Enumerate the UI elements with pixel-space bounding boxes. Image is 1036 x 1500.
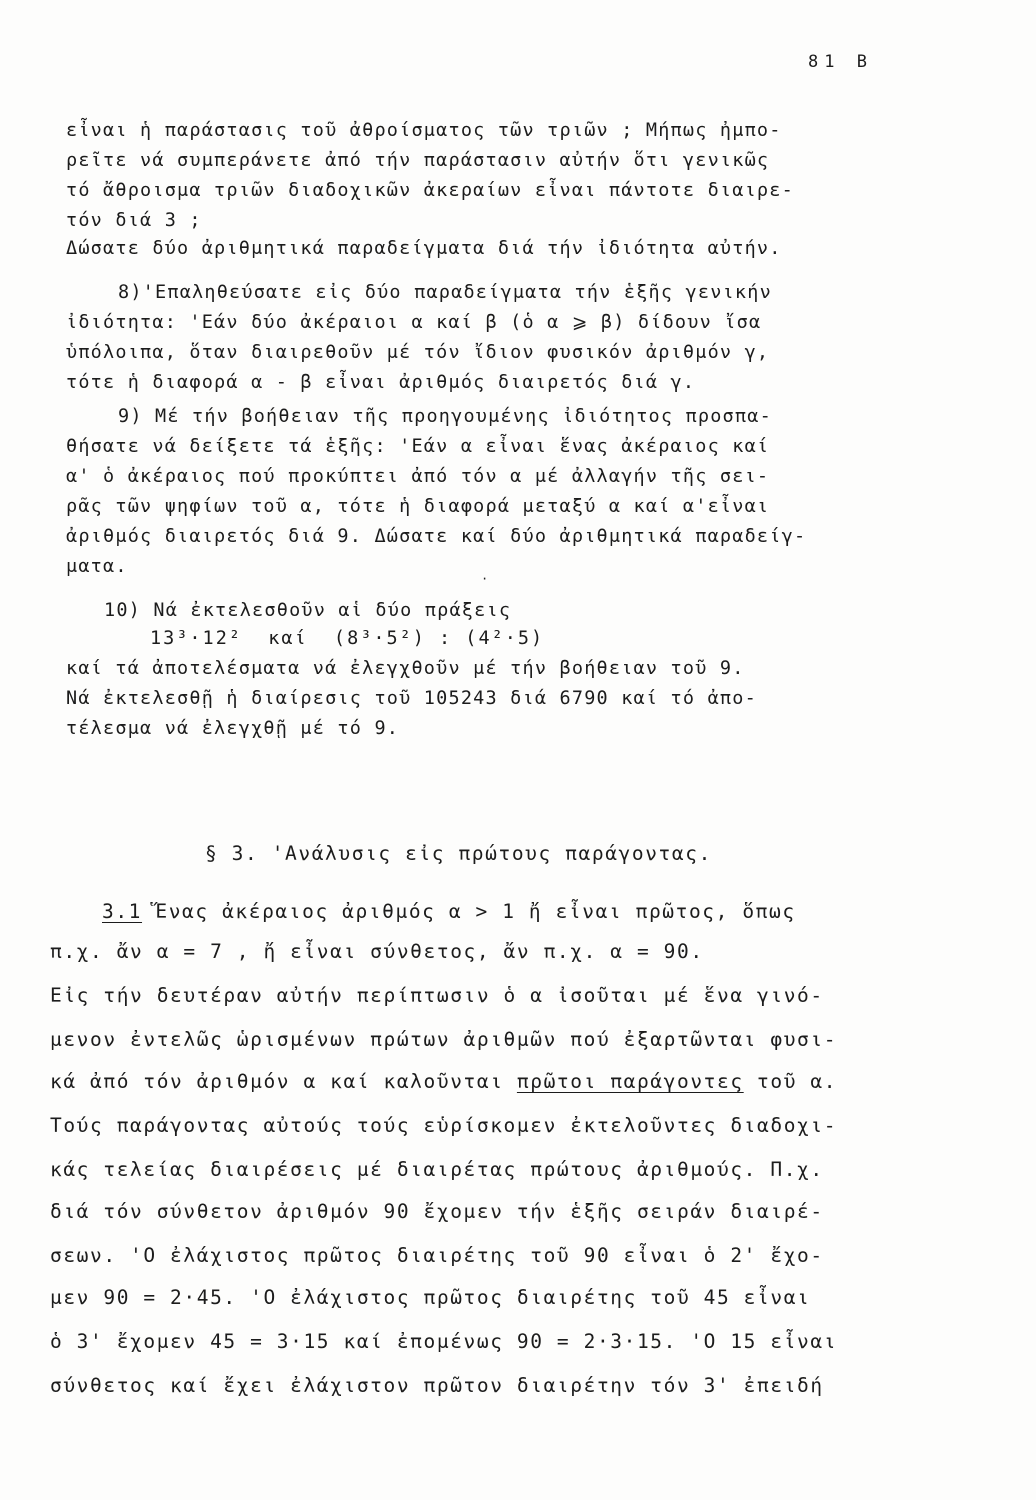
text-line: μενον ἐντελῶς ὡρισμένων πρώτων ἀριθμῶν πού ἐξαρτῶνται φυσι- [50,1028,838,1051]
stray-mark: · [481,572,489,586]
text-line: 9) Μέ τήν βοήθειαν τῆς προηγουμένης ἰδιότητος προσπα- [118,406,772,427]
text-line: 10) Νά ἐκτελεσθοῦν αἱ δύο πράξεις [104,600,512,621]
math-expression: 13³·12² καί (8³·5²) : (4²·5) [150,628,545,649]
text-line: διά τόν σύνθετον ἀριθμόν 90 ἔχομεν τήν ἑξῆς σειράν διαιρέ- [50,1200,824,1223]
text-line: Εἰς τήν δευτέραν αὐτήν περίπτωσιν ὁ α ἰσοῦται μέ ἕνα γινό- [50,984,824,1007]
text-line: Τούς παράγοντας αὐτούς τούς εὑρίσκομεν ἐκτελοῦντες διαδοχι- [50,1114,838,1137]
text-line [102,900,796,923]
text-line: μεν 90 = 2·45. 'Ο ἐλάχιστος πρῶτος διαιρέτης τοῦ 45 εἶναι [50,1286,811,1309]
text-line: κάς τελείας διαιρέσεις μέ διαιρέτας πρώτους ἀριθμούς. Π.χ. [50,1158,824,1181]
text-line: α' ὁ ἀκέραιος πού προκύπτει ἀπό τόν α μέ ἀλλαγήν τῆς σει- [66,466,770,487]
text-line: θήσατε νά δείξετε τά ἑξῆς: 'Εάν α εἶναι ἕνας ἀκέραιος καί [66,436,770,457]
underlined-term: πρῶτοι παράγοντες [516,1070,744,1093]
text-line: ἀριθμός διαιρετός διά 9. Δώσατε καί δύο ἀριθμητικά παραδείγ- [66,526,807,547]
text-line: σύνθετος καί ἔχει ἐλάχιστον πρῶτον διαιρέτην τόν 3' ἐπειδή [50,1374,824,1397]
text-fragment: Ἕνας ἀκέραιος ἀριθμός α > 1 ἤ εἶναι πρῶτος, ὅπως [142,900,796,923]
text-line: ρᾶς τῶν ψηφίων τοῦ α, τότε ἡ διαφορά μεταξύ α καί α'εἶναι [66,496,770,517]
text-line: τέλεσμα νά ἐλεγχθῇ μέ τό 9. [66,718,400,739]
section-heading: § 3. 'Ανάλυσις εἰς πρώτους παράγοντας. [205,842,712,865]
text-line: καί τά ἀποτελέσματα νά ἐλεγχθοῦν μέ τήν βοήθειαν τοῦ 9. [66,658,745,679]
page-number: 81 B [808,52,873,72]
text-line: ἰδιότητα: 'Εάν δύο ἀκέραιοι α καί β (ὁ α ⩾ β) δίδουν ἴσα [66,312,762,333]
text-line: π.χ. ἄν α = 7 , ἤ εἶναι σύνθετος, ἄν π.χ. α = 90. [50,940,704,963]
text-fragment: τοῦ α. [743,1070,838,1093]
text-fragment: κά ἀπό τόν ἀριθμόν α καί καλοῦνται [50,1070,517,1093]
text-line: Δώσατε δύο ἀριθμητικά παραδείγματα διά τήν ἰδιότητα αὐτήν. [66,238,782,259]
text-line [50,1070,837,1093]
text-line: τόν διά 3 ; [66,210,202,231]
text-line: ὑπόλοιπα, ὅταν διαιρεθοῦν μέ τόν ἴδιον φυσικόν ἀριθμόν γ, [66,342,770,363]
text-line: 8)'Επαληθεύσατε εἰς δύο παραδείγματα τήν ἑξῆς γενικήν [118,282,772,303]
text-line: τότε ἡ διαφορά α - β εἶναι ἀριθμός διαιρετός διά γ. [66,372,696,393]
text-line: ρεῖτε νά συμπεράνετε ἀπό τήν παράστασιν αὐτήν ὅτι γενικῶς [66,150,770,171]
text-line: ματα. [66,556,128,577]
text-line: ὁ 3' ἔχομεν 45 = 3·15 καί ἐπομένως 90 = 2·3·15. 'Ο 15 εἶναι [50,1330,838,1353]
text-line: σεων. 'Ο ἐλάχιστος πρῶτος διαιρέτης τοῦ 90 εἶναι ὁ 2' ἔχο- [50,1244,824,1267]
text-line: εἶναι ἡ παράστασις τοῦ ἀθροίσματος τῶν τριῶν ; Μήπως ἠμπο- [66,120,782,141]
text-line: τό ἄθροισμα τριῶν διαδοχικῶν ἀκεραίων εἶναι πάντοτε διαιρε- [66,180,794,201]
text-line: Νά ἐκτελεσθῇ ἡ διαίρεσις τοῦ 105243 διά 6790 καί τό ἀπο- [66,688,757,709]
section-number: 3.1 [102,900,143,923]
